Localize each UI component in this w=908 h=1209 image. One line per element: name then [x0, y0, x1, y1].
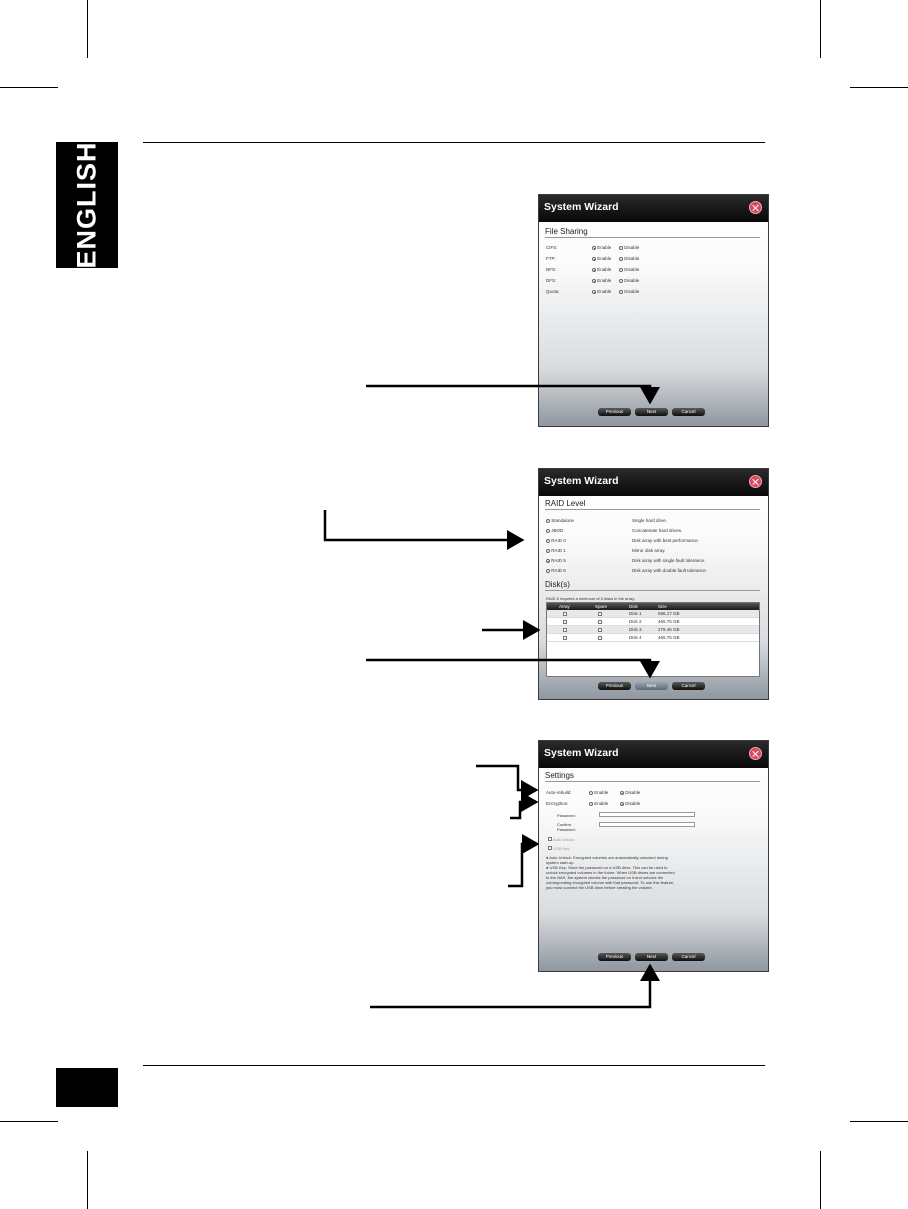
arrow-next-2 [366, 660, 650, 676]
disk-name: Disk 1 [629, 611, 642, 616]
raid-option-standalone[interactable]: Standalone Single hard drive. [546, 518, 574, 523]
setting-label: Auto-rebuild: [546, 790, 572, 795]
col-spare: Spare [595, 604, 608, 609]
next-button[interactable]: Next [635, 408, 668, 416]
note-line: you must connect the USB drive before creating the volume. [546, 885, 653, 890]
disable-option[interactable]: Disable [619, 289, 639, 294]
previous-button[interactable]: Previous [598, 408, 631, 416]
arrow-auto-unlock [508, 844, 537, 886]
setting-label: Quota: [546, 289, 560, 294]
setting-label: DFS: [546, 278, 557, 283]
disk-name: Disk 4 [629, 635, 642, 640]
disk-name: Disk 2 [629, 619, 642, 624]
previous-button[interactable]: Previous [598, 953, 631, 961]
wizard-title: System Wizard [544, 201, 619, 213]
disk-name: Disk 3 [629, 627, 642, 632]
enable-option[interactable]: Enable [592, 289, 611, 294]
section-title: File Sharing [545, 227, 760, 238]
raid-option-jbod[interactable]: JBOD Concatenate hard drives. [546, 528, 563, 533]
enable-option[interactable]: Enable [592, 245, 611, 250]
confirm-label: Password: [557, 827, 576, 832]
disable-option[interactable]: Disable [619, 278, 639, 283]
disable-option[interactable]: Disable [619, 256, 639, 261]
usb-key-option[interactable]: USB Key [548, 846, 569, 851]
cancel-button[interactable]: Cancel [672, 682, 705, 690]
raid-description: Single hard drive. [632, 518, 668, 523]
enable-option[interactable]: Enable [589, 790, 608, 795]
setting-label: CIFS: [546, 245, 558, 250]
cancel-button[interactable]: Cancel [672, 408, 705, 416]
disk-size: 465.76 GB [658, 635, 680, 640]
disks-section-title: Disk(s) [545, 580, 760, 591]
section-title: RAID Level [545, 499, 760, 510]
auto-unlock-option[interactable]: Auto Unlock [548, 837, 574, 842]
next-button[interactable]: Next [635, 682, 668, 690]
note-line: ● USB Key: Store the password on a USB drive. This can be used to [546, 865, 668, 870]
next-button[interactable]: Next [635, 953, 668, 961]
disks-note: RAID 5 requires a minimum of 3 disks in the array. [546, 596, 636, 601]
enable-option[interactable]: Enable [592, 267, 611, 272]
enable-option[interactable]: Enable [592, 278, 611, 283]
note-line: unlock encrypted volumes in the future. When USB drives are connected [546, 870, 675, 875]
section-title: Settings [545, 771, 760, 782]
wizard-title: System Wizard [544, 747, 619, 759]
raid-description: Concatenate hard drives. [632, 528, 683, 533]
note-line: ● Auto Unlock: Encrypted volumes are automatically unlocked during [546, 855, 668, 860]
col-disk: Disk [629, 604, 638, 609]
raid-option-raid0[interactable]: RAID 0 Disk array with best performance. [546, 538, 566, 543]
disable-option[interactable]: Disable [620, 801, 640, 806]
note-line: to the NAS, the system checks the password on it and unlocks the [546, 875, 664, 880]
raid-description: Mirror disk array. [632, 548, 666, 553]
disable-option[interactable]: Disable [620, 790, 640, 795]
disable-option[interactable]: Disable [619, 267, 639, 272]
cancel-button[interactable]: Cancel [672, 953, 705, 961]
enable-option[interactable]: Enable [592, 256, 611, 261]
enable-option[interactable]: Enable [589, 801, 608, 806]
arrow-next-1 [366, 386, 650, 402]
disk-size: 465.76 GB [658, 619, 680, 624]
col-size: Size [658, 604, 667, 609]
arrow-auto-rebuild [476, 766, 536, 790]
raid-description: Disk array with single fault tolerance. [632, 558, 706, 563]
note-line: corresponding encrypted volume with that password. To use this feature, [546, 880, 675, 885]
setting-label: NFS: [546, 267, 557, 272]
setting-label: FTP: [546, 256, 556, 261]
arrow-encryption [510, 802, 536, 818]
setting-label: Encryption: [546, 801, 569, 806]
raid-description: Disk array with double fault tolerance. [632, 568, 708, 573]
confirm-label: Confirm [557, 822, 572, 827]
raid-option-raid1[interactable]: RAID 1 Mirror disk array. [546, 548, 566, 553]
disable-option[interactable]: Disable [619, 245, 639, 250]
password-label: Password: [557, 813, 576, 818]
raid-option-raid5[interactable]: RAID 5 Disk array with single fault tolerance. [546, 558, 566, 563]
raid-option-raid6[interactable]: RAID 6 Disk array with double fault tolerance. [546, 568, 566, 573]
arrow-next-3 [370, 966, 650, 1007]
col-array: Array [559, 604, 570, 609]
note-line: system start-up. [546, 860, 575, 865]
arrow-raid-level [325, 510, 522, 540]
disk-size: 279.46 GB [658, 627, 680, 632]
disk-size: 596.17 GB [658, 611, 680, 616]
wizard-title: System Wizard [544, 475, 619, 487]
previous-button[interactable]: Previous [598, 682, 631, 690]
raid-description: Disk array with best performance. [632, 538, 700, 543]
language-tab-label: ENGLISH [71, 141, 102, 269]
